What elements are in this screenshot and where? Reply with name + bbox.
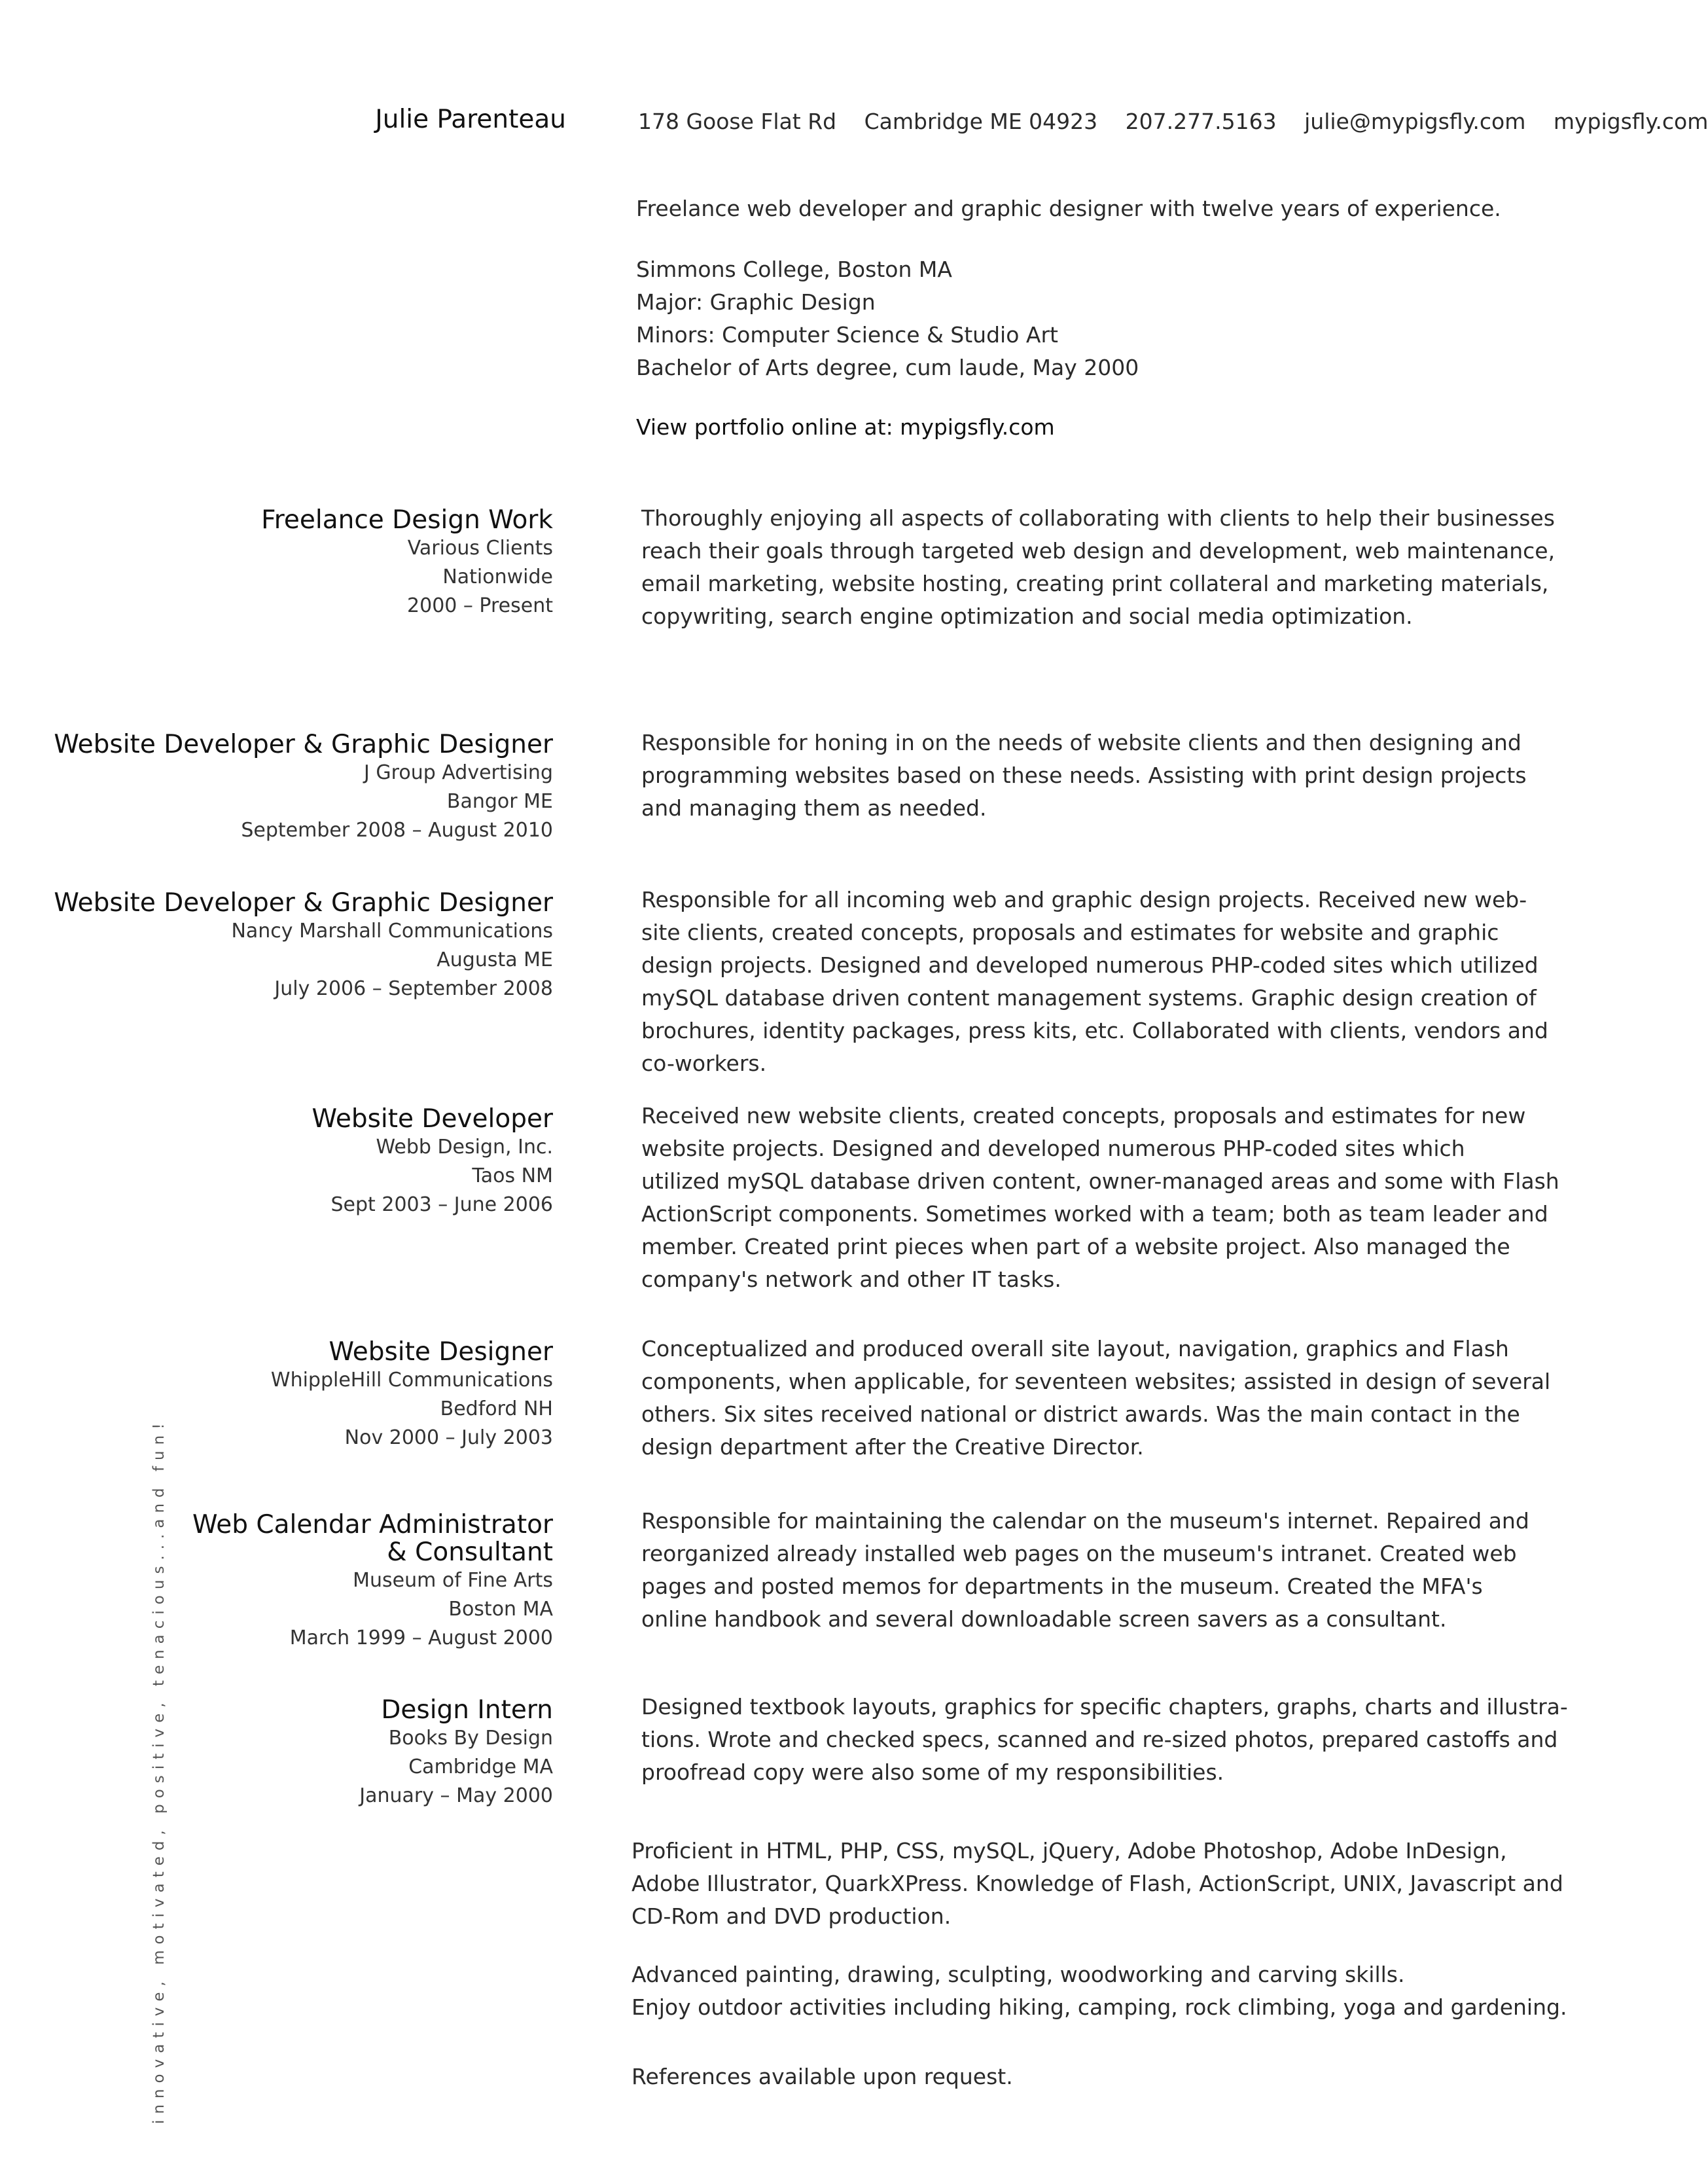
job-description [641,1333,1550,1464]
job-location: Bedford NH [440,1397,553,1420]
portfolio-link[interactable]: View portfolio online at: mypigsfly.com [636,414,1055,440]
job-details [54,917,553,1003]
description-line: reach their goals through targeted web design and development, web maintenance, [641,538,1556,564]
education-line: Bachelor of Arts degree, cum laude, May 2000 [636,355,1139,380]
job-company: Museum of Fine Arts [353,1569,553,1592]
job-title-line: Freelance Design Work [261,505,553,535]
job-dates: 2000 – Present [407,594,553,617]
description-line: Received new website clients, created concepts, proposals and estimates for new [641,1103,1526,1128]
description-line: design department after the Creative Director. [641,1434,1144,1460]
job-jgroup [54,731,553,845]
job-details [312,1133,553,1219]
job-company: Nancy Marshall Communications [231,920,553,943]
job-title [261,507,553,534]
education-block [636,253,1139,384]
description-line: member. Created print pieces when part of a website project. Also managed the [641,1234,1510,1259]
job-description [641,1691,1568,1789]
skills-line: CD-Rom and DVD production. [632,1903,952,1929]
job-dates: September 2008 – August 2010 [241,819,553,842]
job-location: Nationwide [442,566,553,588]
job-company: Webb Design, Inc. [376,1136,553,1159]
job-description [641,1505,1529,1636]
job-description [641,1100,1559,1296]
job-company: Books By Design [388,1727,553,1750]
job-title [192,1511,553,1566]
job-location: Augusta ME [436,948,553,971]
job-company: J Group Advertising [364,761,553,784]
job-location: Cambridge MA [408,1755,553,1778]
description-line: utilized mySQL database driven content, owner-managed areas and some with Flash [641,1168,1559,1194]
job-location: Taos NM [472,1164,553,1187]
contact-line [638,109,1708,134]
job-dates: July 2006 – September 2008 [274,977,553,1000]
education-line: Simmons College, Boston MA [636,257,952,282]
description-line: company's network and other IT tasks. [641,1267,1061,1292]
contact-phone: 207.277.5163 [1125,109,1277,134]
job-title-line: Website Developer & Graphic Designer [54,888,553,918]
job-title-line: Website Developer [311,1104,553,1134]
job-details [54,759,553,845]
description-line: website projects. Designed and developed numerous PHP-coded sites which [641,1136,1465,1161]
job-dates: Sept 2003 – June 2006 [330,1193,553,1216]
interests-block [632,1958,1567,2024]
interests-line: Enjoy outdoor activities including hiking, camping, rock climbing, yoga and gardening. [632,1994,1567,2020]
description-line: online handbook and several downloadable screen savers as a consultant. [641,1606,1447,1632]
job-dates: January – May 2000 [359,1784,553,1807]
description-line: others. Six sites received national or district awards. Was the main contact in the [641,1401,1520,1427]
summary: Freelance web developer and graphic designer with twelve years of experience. [636,196,1501,221]
description-line: mySQL database driven content management systems. Graphic design creation of [641,985,1537,1011]
resume-name: Julie Parenteau [375,105,566,134]
job-dates: Nov 2000 – July 2003 [344,1426,553,1449]
tagline-vertical: innovative, motivated, positive, tenacious...and fun! [151,1417,168,2124]
job-details [359,1724,553,1810]
description-line: copywriting, search engine optimization and social media optimization. [641,603,1413,629]
job-webb-design [312,1106,553,1219]
job-title-line: & Consultant [387,1538,553,1567]
job-title-line: Web Calendar Administrator [192,1510,553,1539]
skills-line: Proficient in HTML, PHP, CSS, mySQL, jQuery, Adobe Photoshop, Adobe InDesign, [632,1838,1507,1863]
job-title-line: Website Designer [329,1337,553,1367]
description-line: Responsible for all incoming web and graphic design projects. Received new web- [641,887,1527,912]
job-details [192,1566,553,1653]
job-company: WhippleHill Communications [270,1369,553,1392]
job-books-by-design [359,1697,553,1810]
interests-line: Advanced painting, drawing, sculpting, woodworking and carving skills. [632,1962,1405,1987]
description-line: Responsible for maintaining the calendar on the museum's internet. Repaired and [641,1508,1529,1534]
description-line: and managing them as needed. [641,795,987,821]
description-line: Designed textbook layouts, graphics for specific chapters, graphs, charts and illustra- [641,1694,1568,1719]
job-title [54,890,553,917]
description-line: reorganized already installed web pages on the museum's intranet. Created web [641,1541,1517,1566]
job-company: Various Clients [407,537,553,560]
job-details [261,534,553,621]
job-nancy-marshall [54,890,553,1003]
job-dates: March 1999 – August 2000 [289,1627,553,1649]
job-title [271,1339,553,1366]
job-description [641,727,1527,825]
job-title [54,731,553,759]
contact-email[interactable]: julie@mypigsfly.com [1304,109,1526,134]
contact-city: Cambridge ME 04923 [864,109,1098,134]
description-line: Responsible for honing in on the needs of website clients and then designing and [641,730,1521,755]
description-line: Conceptualized and produced overall site layout, navigation, graphics and Flash [641,1336,1509,1361]
description-line: Thoroughly enjoying all aspects of collaborating with clients to help their businesses [641,505,1555,531]
education-line: Minors: Computer Science & Studio Art [636,322,1058,348]
description-line: pages and posted memos for departments in the museum. Created the MFA's [641,1574,1483,1599]
skills-block [632,1835,1563,1933]
contact-address: 178 Goose Flat Rd [638,109,837,134]
job-museum [192,1511,553,1653]
description-line: email marketing, website hosting, creating print collateral and marketing materials, [641,571,1549,596]
description-line: components, when applicable, for seventeen websites; assisted in design of several [641,1369,1551,1394]
job-details [271,1366,553,1452]
job-title-line: Design Intern [381,1695,553,1725]
job-location: Boston MA [448,1598,553,1621]
description-line: brochures, identity packages, press kits, etc. Collaborated with clients, vendors and [641,1018,1548,1043]
job-whipplehill [271,1339,553,1452]
references: References available upon request. [632,2064,1013,2089]
job-title [312,1106,553,1133]
description-line: co-workers. [641,1051,767,1076]
description-line: design projects. Designed and developed numerous PHP-coded sites which utilized [641,952,1539,978]
description-line: programming websites based on these needs. Assisting with print design projects [641,763,1527,788]
contact-website[interactable]: mypigsfly.com [1553,109,1708,134]
job-description [641,884,1548,1080]
description-line: site clients, created concepts, proposals and estimates for website and graphic [641,920,1499,945]
skills-line: Adobe Illustrator, QuarkXPress. Knowledge of Flash, ActionScript, UNIX, Javascript and [632,1871,1563,1896]
education-line: Major: Graphic Design [636,289,876,315]
description-line: proofread copy were also some of my responsibilities. [641,1759,1224,1785]
job-location: Bangor ME [446,790,553,813]
job-description [641,502,1555,633]
job-title-line: Website Developer & Graphic Designer [54,730,553,759]
description-line: ActionScript components. Sometimes worked with a team; both as team leader and [641,1201,1548,1227]
description-line: tions. Wrote and checked specs, scanned and re-sized photos, prepared castoffs and [641,1727,1558,1752]
job-title [359,1697,553,1724]
job-freelance [261,507,553,621]
